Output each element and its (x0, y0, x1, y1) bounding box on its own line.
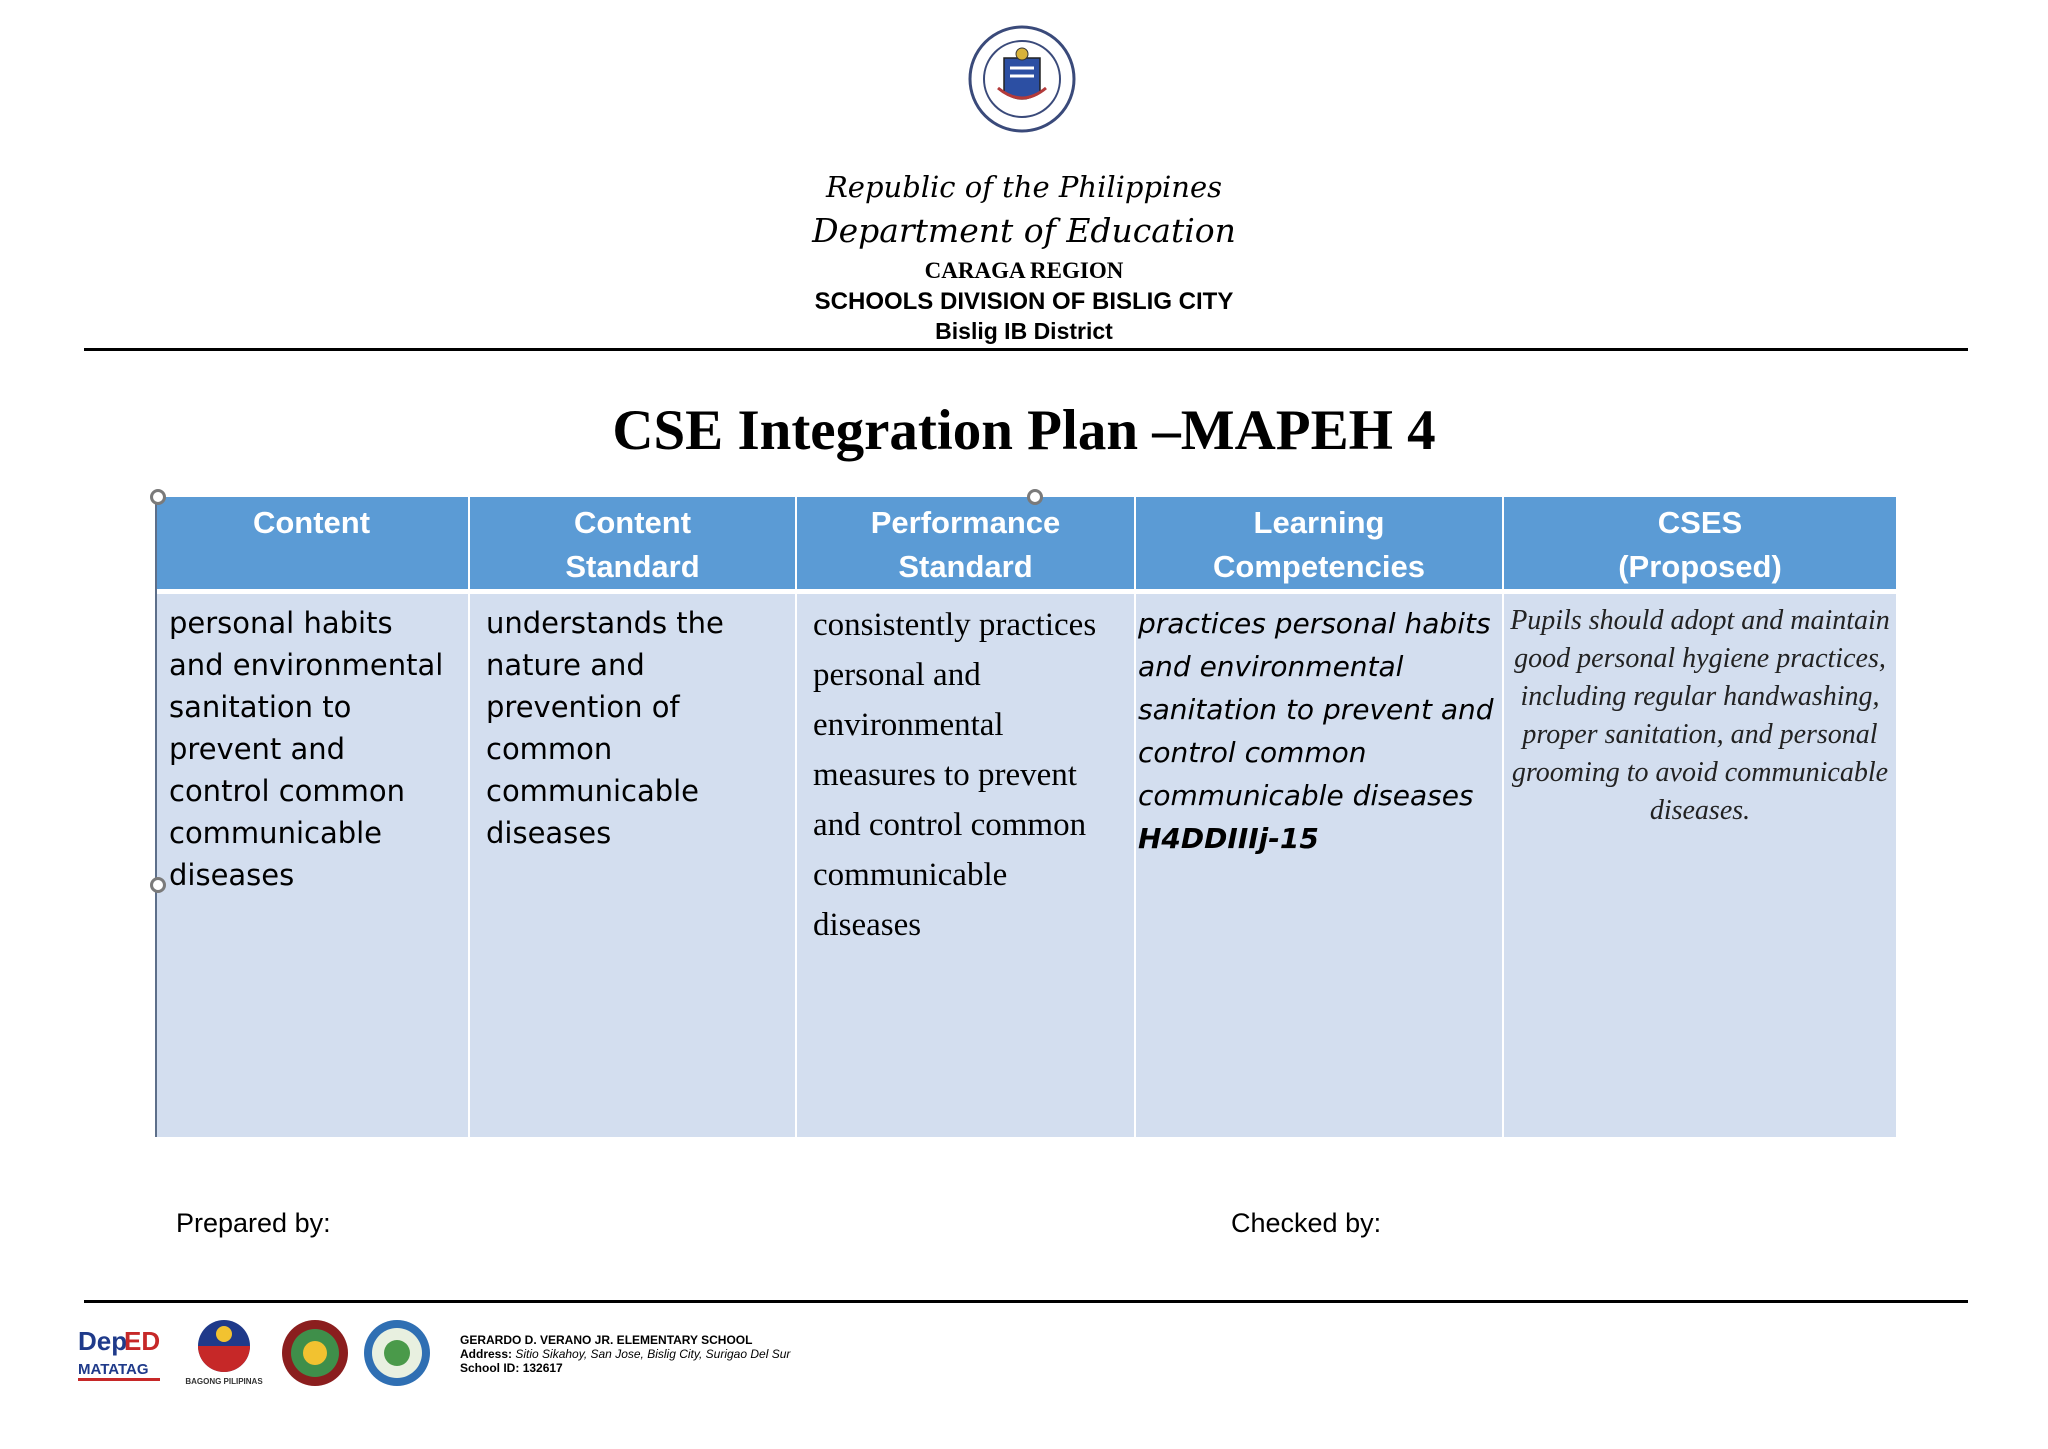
bagong-pilipinas-logo (184, 1316, 264, 1388)
document-title: CSE Integration Plan –MAPEH 4 (612, 399, 1436, 462)
header-content-standard-line2: Standard (565, 549, 700, 584)
resize-handle-top-left[interactable] (150, 489, 166, 505)
column-divider (1502, 497, 1504, 1137)
cell-learning-competencies (1136, 594, 1502, 1137)
header-performance-standard-line1: Performance (870, 505, 1061, 540)
header-content-line1: Content (252, 505, 371, 540)
school-name: GERARDO D. VERANO JR. ELEMENTARY SCHOOL (460, 1333, 753, 1347)
header-divider (84, 348, 1968, 351)
header-performance-standard-line2: Standard (898, 549, 1033, 584)
school-seal-logo (362, 1318, 432, 1388)
resize-handle-left-middle[interactable] (150, 877, 166, 893)
city-seal-logo (280, 1318, 350, 1388)
table-left-border (155, 497, 157, 1137)
learning-competencies-text: practices personal habits and environmental sanitation to prevent and control common communicable diseases (1138, 607, 1494, 812)
cell-cses: Pupils should adopt and maintain good personal hygiene practices, including regular handwashing, proper sanitation, and personal grooming to avoid communicable diseases. (1510, 605, 1890, 826)
school-address (460, 1347, 790, 1361)
header-performance-standard (797, 497, 1134, 589)
division-line: SCHOOLS DIVISION OF BISLIG CITY (814, 288, 1234, 315)
address-label: Address: (460, 1347, 513, 1361)
column-divider (795, 497, 797, 1137)
cell-content-standard: understands the nature and prevention of common communicable diseases (486, 606, 724, 850)
svg-text:BAGONG PILIPINAS: BAGONG PILIPINAS (185, 1377, 263, 1386)
department-line: Department of Education (812, 211, 1236, 250)
checked-by-label: Checked by: (1231, 1208, 1382, 1238)
header-learning-competencies-line2: Competencies (1213, 549, 1425, 584)
header-cses-line1: CSES (1657, 505, 1743, 540)
column-divider (468, 497, 470, 1137)
svg-text:MATATAG: MATATAG (78, 1361, 149, 1378)
district-line: Bislig IB District (935, 318, 1113, 344)
svg-text:ED: ED (124, 1326, 161, 1356)
footer-divider (84, 1300, 1968, 1303)
school-id-label: School ID: (460, 1361, 520, 1375)
school-info (460, 1333, 790, 1375)
svg-text:Dep: Dep (78, 1326, 128, 1356)
competency-code: H4DDIIIj-15 (1138, 822, 1319, 855)
header-content (155, 497, 468, 589)
cell-performance-standard: consistently practices personal and environmental measures to prevent and control common communicable diseases (813, 607, 1097, 943)
resize-handle-top-center[interactable] (1027, 489, 1043, 505)
prepared-by-label: Prepared by: (176, 1208, 331, 1238)
header-learning-competencies-line1: Learning (1253, 505, 1385, 540)
school-id (460, 1361, 790, 1375)
column-divider (1134, 497, 1136, 1137)
header-content-standard (470, 497, 795, 589)
school-id-value: 132617 (522, 1361, 563, 1375)
header-cses-line2: (Proposed) (1618, 549, 1782, 584)
header-content-standard-line1: Content (573, 505, 692, 540)
deped-matatag-logo (76, 1322, 162, 1384)
region-line: CARAGA REGION (924, 258, 1124, 283)
header-cses (1504, 497, 1896, 589)
header-learning-competencies (1136, 497, 1502, 589)
integration-table (155, 497, 1896, 1137)
deped-seal-logo (958, 24, 1086, 134)
republic-line: Republic of the Philippines (825, 170, 1223, 204)
address-value: Sitio Sikahoy, San Jose, Bislig City, Surigao Del Sur (515, 1347, 791, 1361)
cell-content: personal habits and environmental sanitation to prevent and control common communicable diseases (169, 606, 444, 892)
